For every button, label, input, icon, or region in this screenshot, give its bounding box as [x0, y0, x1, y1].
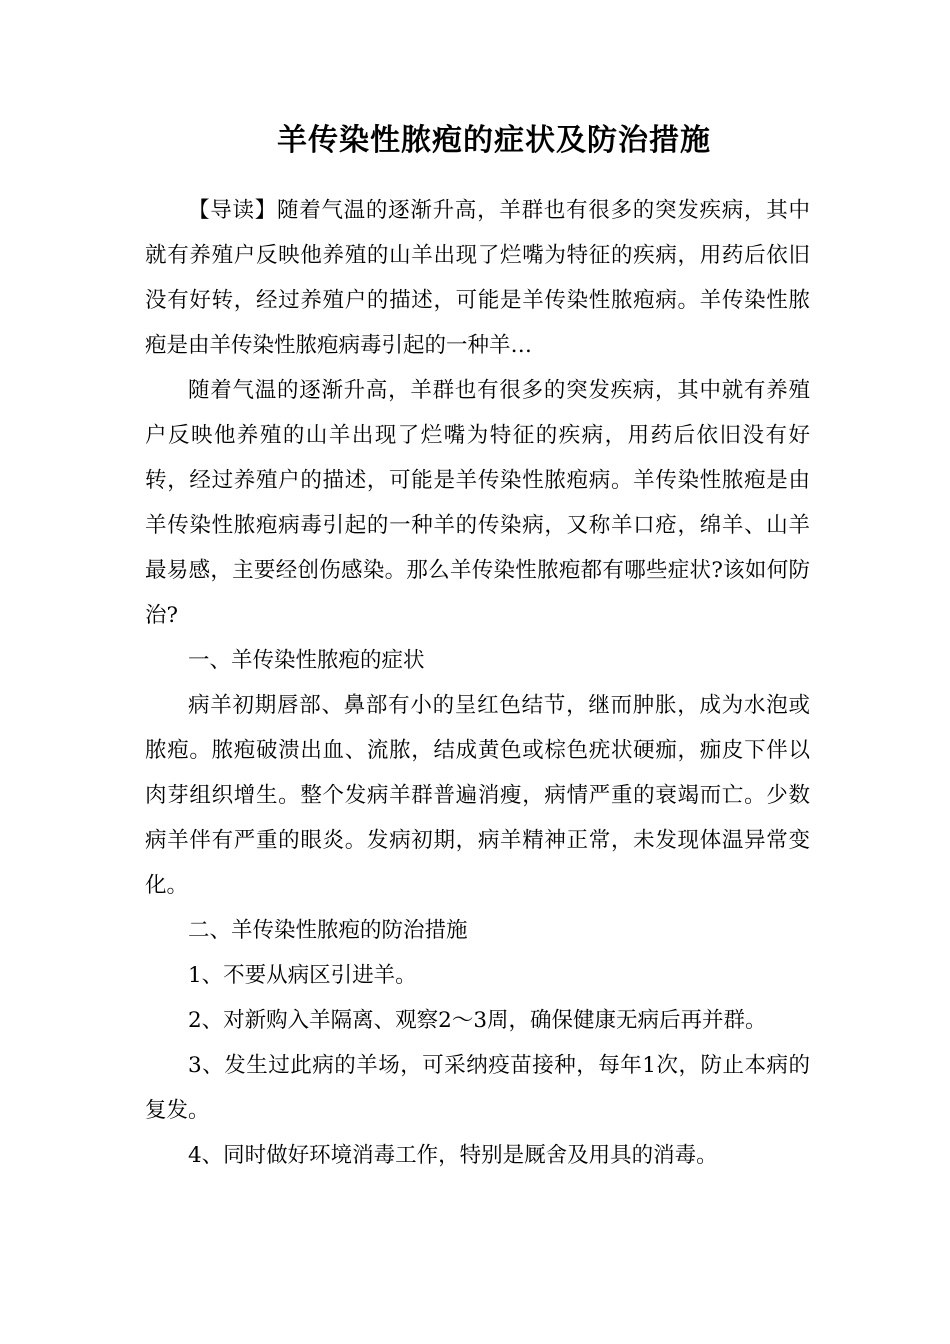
section-heading-prevention: 二、羊传染性脓疱的防治措施: [188, 918, 468, 943]
body-paragraph: 随着气温的逐渐升高，羊群也有很多的突发疾病，其中就有养殖户反映他养殖的山羊出现了烂嘴为特征的疾病，用药后依旧没有好转，经过养殖户的描述，可能是羊传染性脓疱病。羊传染性脓疱是由羊传染性脓疱病毒引起的一种羊的传染病，又称羊口疮，绵羊、山羊最易感，主要经创伤感染。那么羊传染性脓疱都有哪些症状?该如何防治?: [145, 378, 810, 628]
intro-paragraph: 【导读】随着气温的逐渐升高，羊群也有很多的突发疾病，其中就有养殖户反映他养殖的山羊出现了烂嘴为特征的疾病，用药后依旧没有好转，经过养殖户的描述，可能是羊传染性脓疱病。羊传染性脓疱是由羊传染性脓疱病毒引起的一种羊…: [145, 198, 810, 358]
symptoms-paragraph: 病羊初期唇部、鼻部有小的呈红色结节，继而肿胀，成为水泡或脓疱。脓疱破溃出血、流脓，结成黄色或棕色疣状硬痂，痂皮下伴以肉芽组织增生。整个发病羊群普遍消瘦，病情严重的衰竭而亡。少数病羊伴有严重的眼炎。发病初期，病羊精神正常，未发现体温异常变化。: [145, 693, 810, 898]
section-heading-symptoms: 一、羊传染性脓疱的症状: [188, 648, 425, 673]
measure-item-4: 4、同时做好环境消毒工作，特别是厩舍及用具的消毒。: [188, 1143, 718, 1168]
document-page: [145, 118, 810, 1178]
measure-item-3: 3、发生过此病的羊场，可采纳疫苗接种，每年1次，防止本病的复发。: [145, 1053, 810, 1123]
measure-item-2: 2、对新购入羊隔离、观察2～3周，确保健康无病后再并群。: [188, 1008, 767, 1033]
measure-item-1: 1、不要从病区引进羊。: [188, 963, 417, 988]
document-title: 羊传染性脓疱的症状及防治措施: [277, 123, 711, 158]
